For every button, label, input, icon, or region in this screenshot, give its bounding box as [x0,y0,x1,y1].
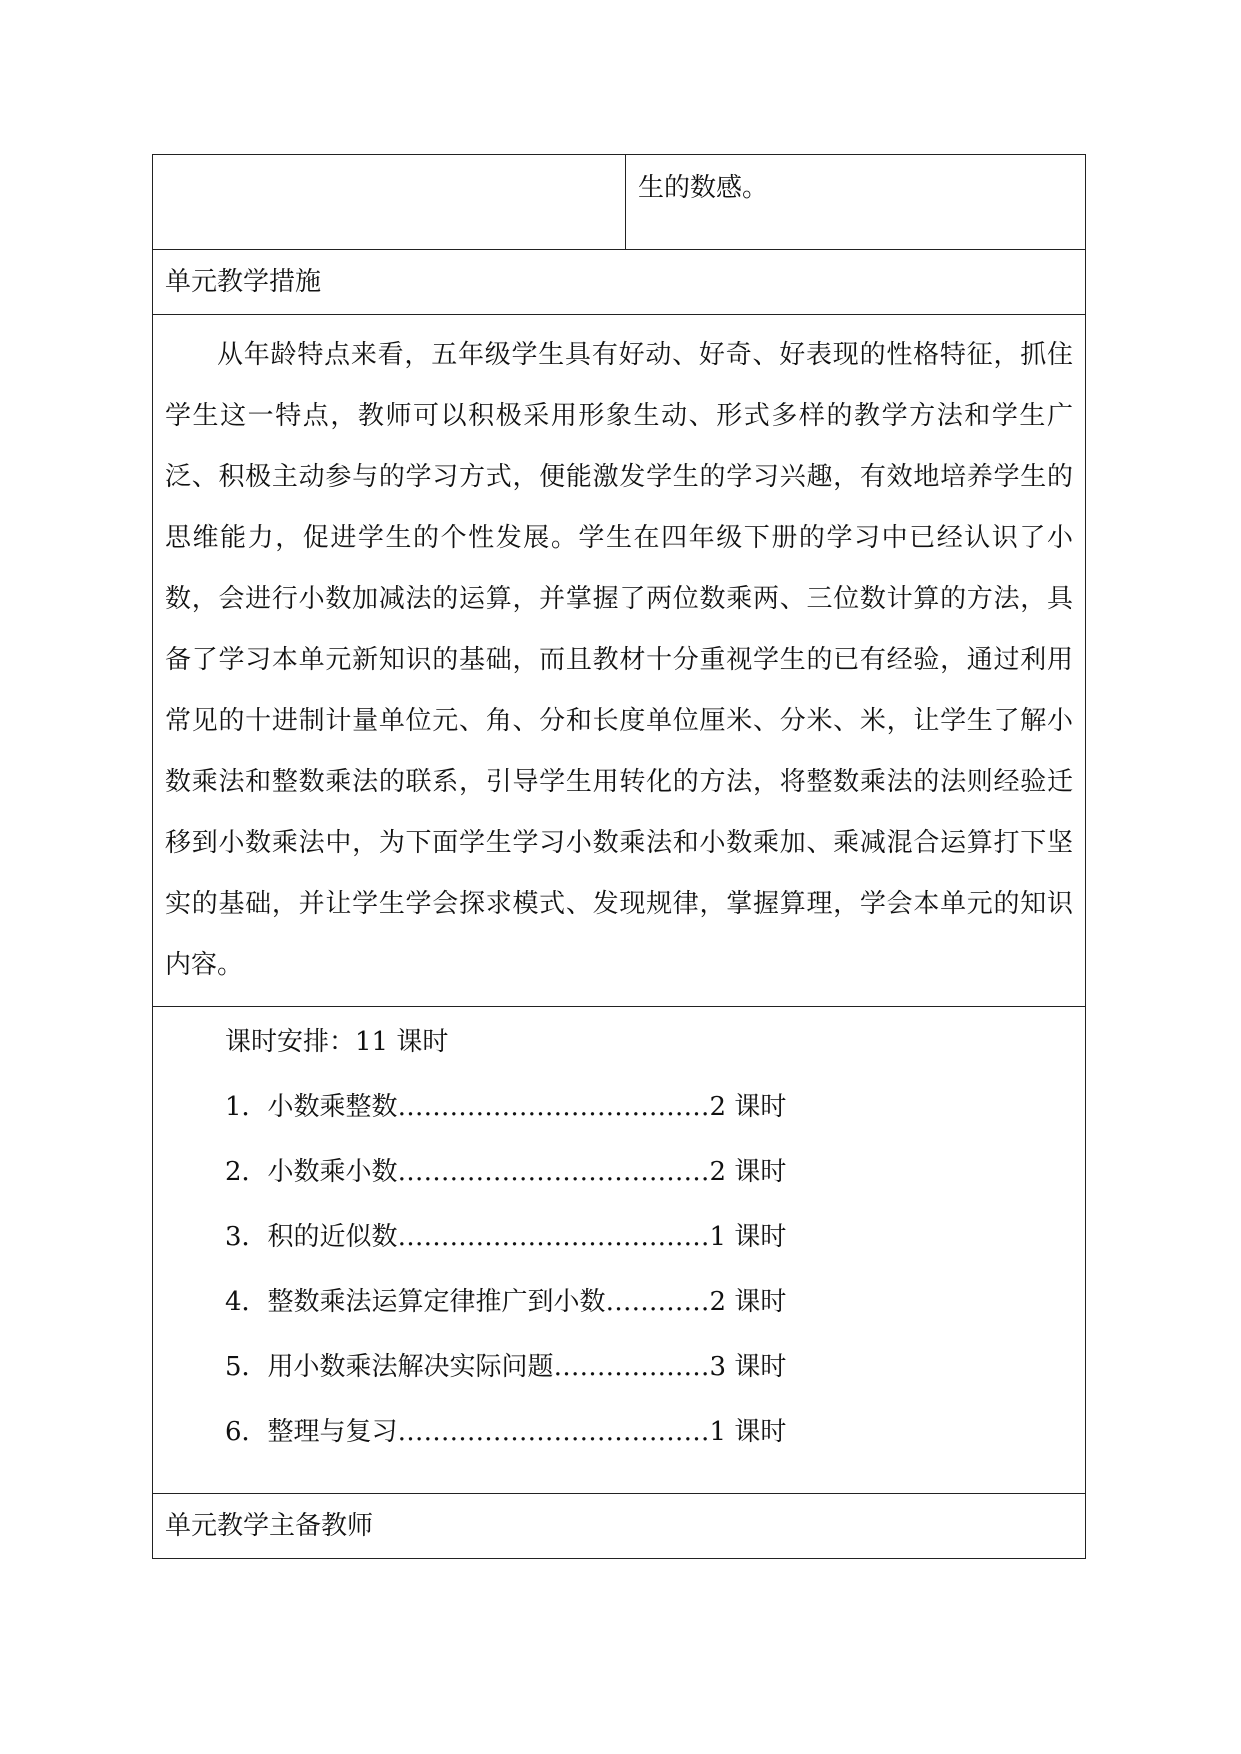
schedule-title: 课时安排：11 课时 [225,1027,449,1057]
measures-label: 单元教学措施 [153,250,1085,315]
schedule-item: 4．整数乘法运算定律推广到小数…………2 课时 [225,1287,787,1317]
top-row-text-cell: 生的数感。 [638,173,769,203]
schedule-item: 6．整理与复习………………………………1 课时 [225,1417,787,1447]
schedule-item: 2．小数乘小数………………………………2 课时 [225,1157,787,1187]
schedule-item: 5．用小数乘法解决实际问题………………3 课时 [225,1352,787,1382]
lesson-plan-table [152,154,1086,1559]
schedule-cell [153,1007,1085,1494]
teacher-label: 单元教学主备教师 [165,1511,374,1541]
schedule-item: 1．小数乘整数………………………………2 课时 [225,1092,787,1122]
top-row [153,155,1085,250]
schedule-item: 3．积的近似数………………………………1 课时 [225,1222,787,1252]
measures-body: 从年龄特点来看，五年级学生具有好动、好奇、好表现的性格特征，抓住学生这一特点，教师可以积极采用形象生动、形式多样的教学方法和学生广泛、积极主动参与的学习方式，便能激发学生的学习兴趣，有效地培养学生的思维能力，促进学生的个性发展。学生在四年级下册的学习中已经认识了小数，会进行小数加减法的运算，并掌握了两位数乘两、三位数计算的方法，具备了学习本单元新知识的基础，而且教材十分重视学生的已有经验，通过利用常见的十进制计量单位元、角、分和长度单位厘米、分米、米，让学生了解小数乘法和整数乘法的联系，引导学生用转化的方法，将整数乘法的法则经验迁移到小数乘法中，为下面学生学习小数乘法和小数乘加、乘减混合运算打下坚实的基础，并让学生学会探求模式、发现规律，掌握算理，学会本单元的知识内容。 [153,315,1085,1007]
top-row-empty-cell [153,155,626,249]
